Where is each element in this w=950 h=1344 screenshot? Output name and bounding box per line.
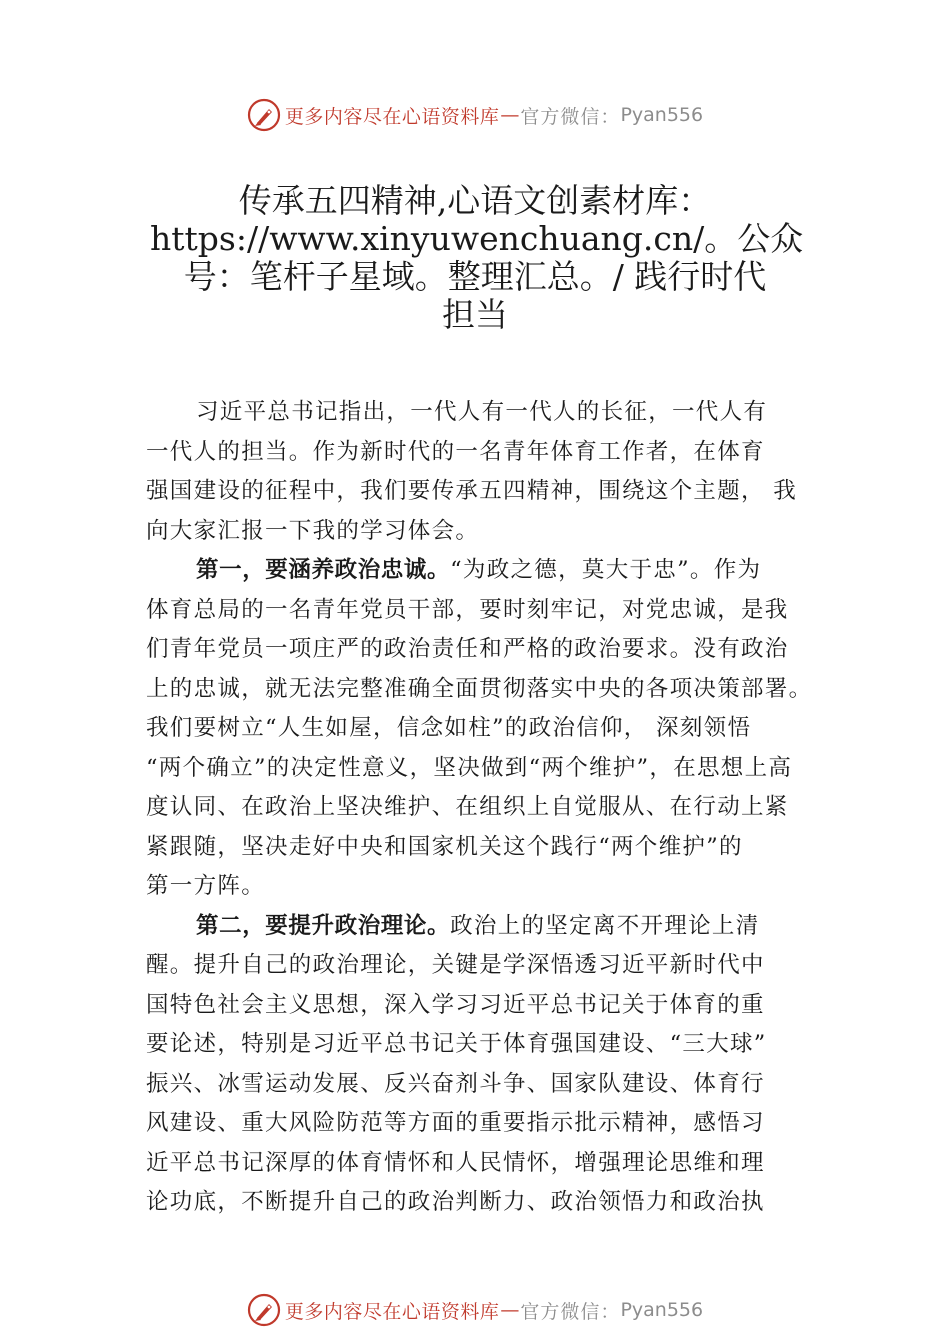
banner-site-text: 更多内容尽在心语资料库	[284, 105, 500, 128]
banner-wechat-label: 官方微信：	[520, 105, 621, 128]
text-line: 我们要树立“人生如屋，信念如柱”的政治信仰， 深刻领悟	[146, 715, 752, 741]
text-line: “两个确立”的决定性意义，坚决做到“两个维护”，在思想上高	[146, 754, 793, 781]
text-line: 体育总局的一名青年党员干部，要时刻牢记，对党忠诚，是我	[146, 596, 789, 623]
banner-dash: —	[500, 1299, 520, 1321]
pen-nib-icon	[247, 1293, 281, 1327]
banner-wechat-label: 官方微信：	[520, 1300, 621, 1323]
banner-wechat-id: Pyan556	[620, 1299, 704, 1321]
footer-watermark-banner	[0, 1290, 950, 1330]
title-line: 传承五四精神,心语文创素材库：	[238, 181, 712, 220]
section-heading: 第二，要提升政治理论。	[196, 912, 451, 939]
pen-nib-icon	[247, 98, 281, 132]
text-line: 醒。提升自己的政治理论，关键是学深悟透习近平新时代中	[146, 952, 765, 978]
title-line: 号：笔杆子星域。整理汇总。/ 践行时代	[183, 257, 767, 296]
paragraph-intro	[146, 393, 816, 551]
header-watermark-banner	[0, 95, 950, 135]
paragraph-second	[146, 907, 816, 1223]
text-line: 要论述，特别是习近平总书记关于体育强国建设、“三大球”	[146, 1031, 767, 1057]
text-line: 习近平总书记指出，一代人有一代人的长征，一代人有	[196, 399, 768, 425]
title-line: 担当	[442, 295, 508, 334]
text-span: “为政之德，莫大于忠”。作为	[450, 557, 762, 583]
title-line: https://www.xinyuwenchuang.cn/。公众	[150, 219, 804, 258]
section-heading: 第一，要涵养政治忠诚。	[196, 557, 451, 583]
document-body	[146, 393, 816, 1223]
text-line: 紧跟随，坚决走好中央和国家机关这个践行“两个维护”的	[146, 833, 743, 860]
text-line: 向大家汇报一下我的学习体会。	[146, 517, 480, 544]
text-line: 强国建设的征程中，我们要传承五四精神，围绕这个主题， 我	[146, 478, 798, 504]
banner-dash: —	[500, 104, 520, 126]
text-line	[146, 551, 816, 591]
text-line	[146, 907, 816, 947]
document-title	[150, 181, 804, 334]
paragraph-first	[146, 551, 816, 907]
text-line: 近平总书记深厚的体育情怀和人民情怀，增强理论思维和理	[146, 1149, 765, 1176]
text-line: 们青年党员一项庄严的政治责任和严格的政治要求。没有政治	[146, 636, 789, 662]
text-line: 第一方阵。	[146, 873, 266, 899]
text-line: 论功底，不断提升自己的政治判断力、政治领悟力和政治执	[146, 1189, 765, 1215]
text-line: 度认同、在政治上坚决维护、在组织上自觉服从、在行动上紧	[146, 794, 789, 820]
text-line: 一代人的担当。作为新时代的一名青年体育工作者，在体育	[146, 438, 765, 465]
banner-wechat-id: Pyan556	[620, 104, 704, 126]
text-line: 上的忠诚，就无法完整准确全面贯彻落实中央的各项决策部署。	[146, 675, 813, 702]
text-line: 风建设、重大风险防范等方面的重要指示批示精神，感悟习	[146, 1110, 765, 1136]
banner-site-text: 更多内容尽在心语资料库	[284, 1300, 500, 1323]
text-line: 振兴、冰雪运动发展、反兴奋剂斗争、国家队建设、体育行	[146, 1070, 765, 1097]
text-line: 国特色社会主义思想，深入学习习近平总书记关于体育的重	[146, 991, 765, 1018]
text-span: 政治上的坚定离不开理论上清	[450, 912, 760, 939]
